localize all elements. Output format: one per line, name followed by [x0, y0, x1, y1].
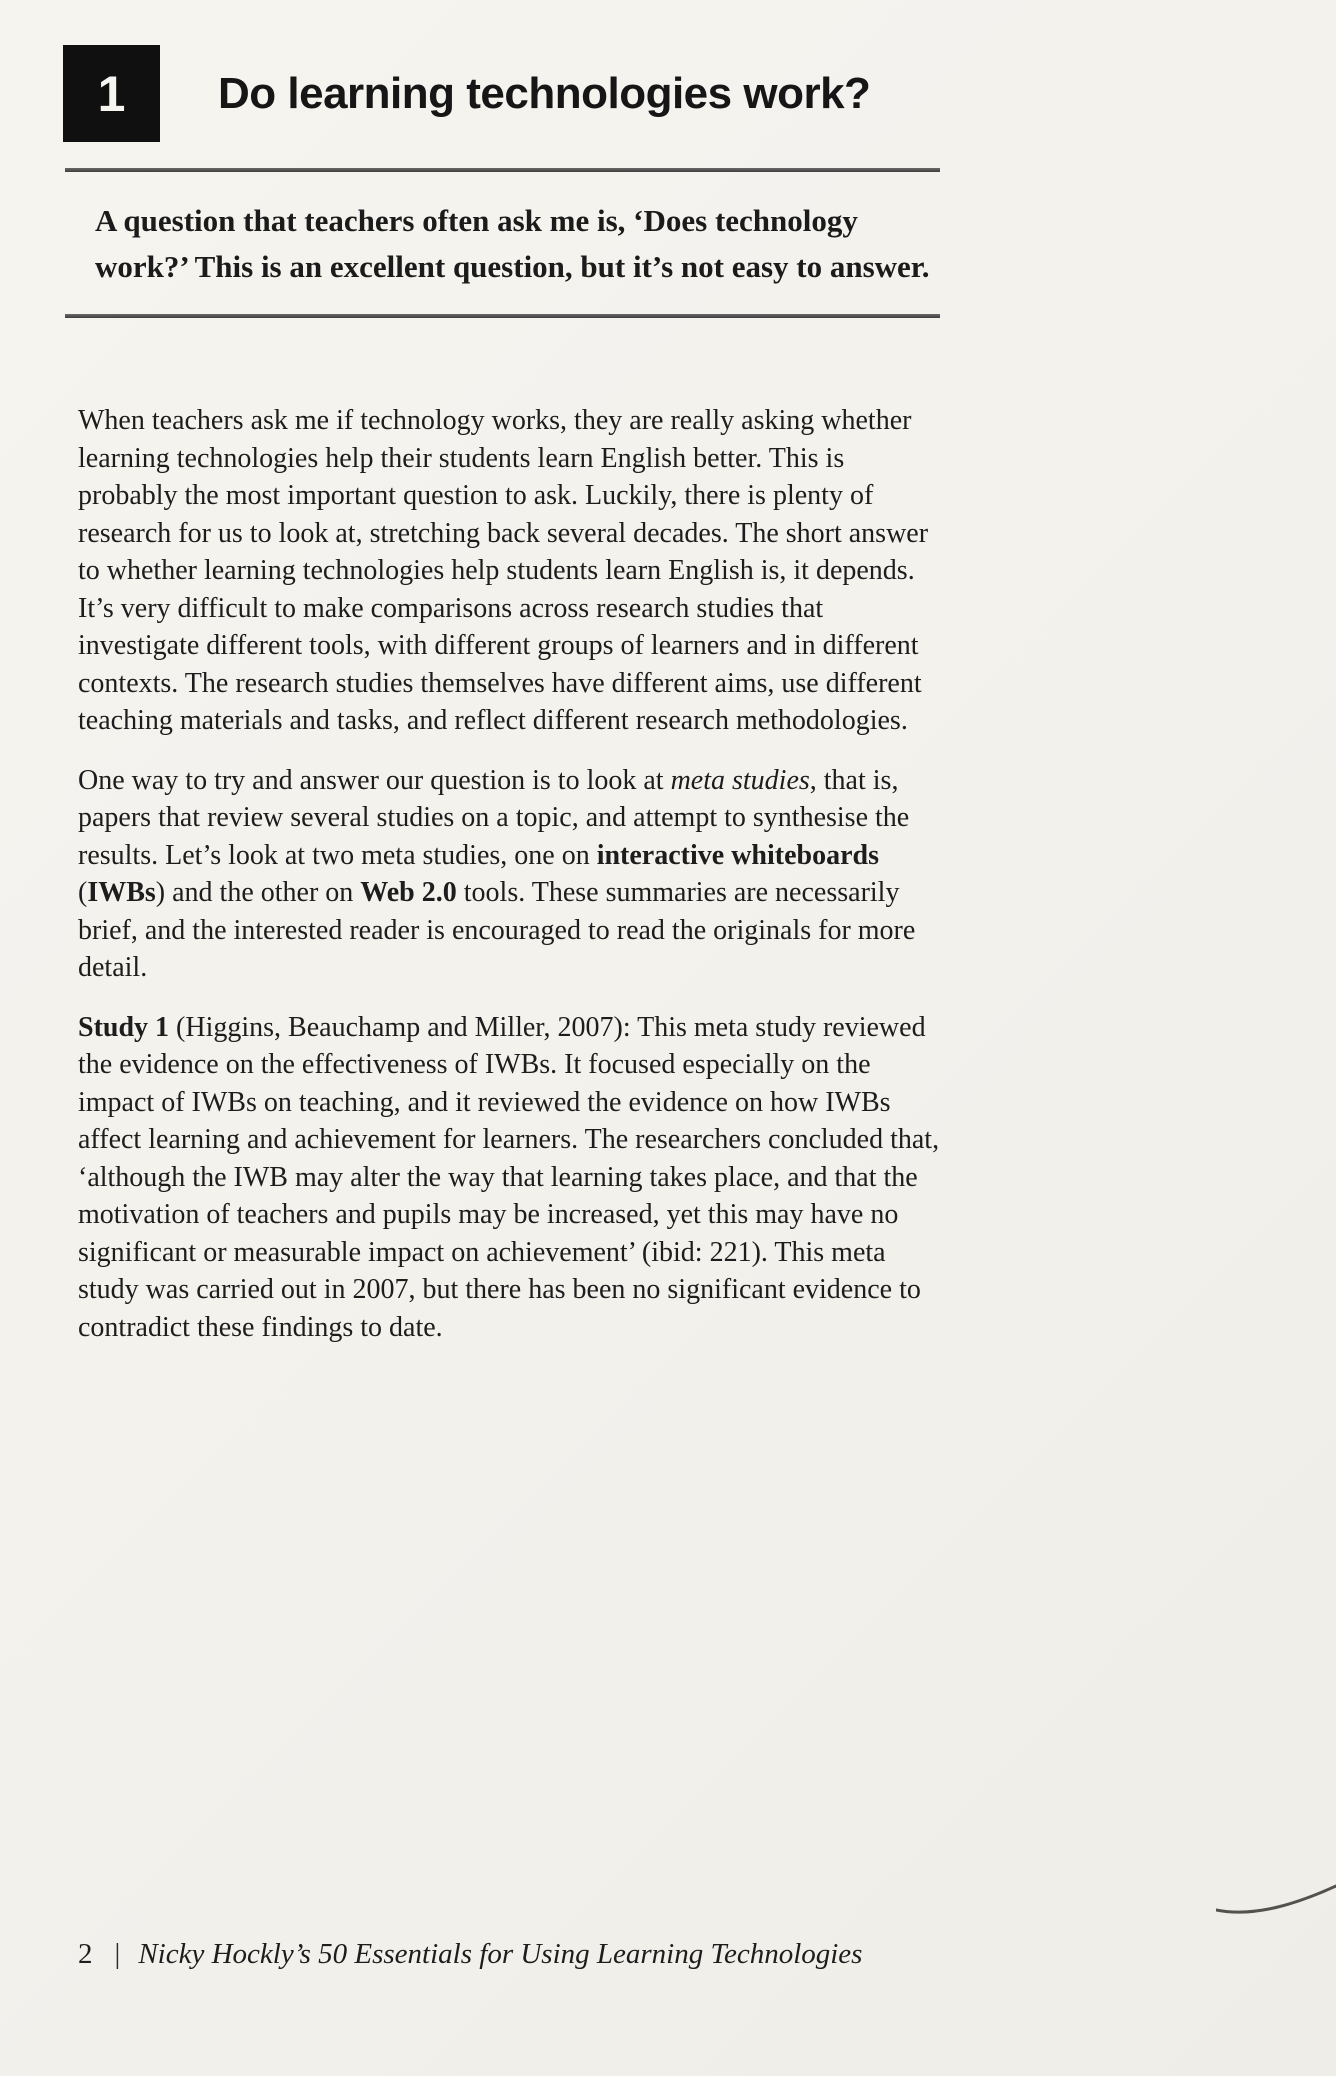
- page-footer: [78, 1938, 862, 1971]
- bold-term-interactive-whiteboards: interactive whiteboards: [596, 839, 879, 871]
- page-number: 2: [78, 1938, 93, 1970]
- bold-term-study-1: Study 1: [78, 1011, 170, 1043]
- text-run: tools. These summaries are necessarily brief, and the interested reader is encouraged to read the originals for more detail.: [78, 877, 916, 984]
- book-title: Nicky Hockly’s 50 Essentials for Using Learning Technologies: [138, 1938, 863, 1970]
- paragraph-1: When teachers ask me if technology works, they are really asking whether learning technologies help their students learn English better. This is probably the most important question to ask. Luckily, there is plenty of research for us to look at, stretching back several decades. The short answer to whether learning technologies help students learn English is, it depends. It’s very difficult to make comparisons across research studies that investigate different tools, with different groups of learners and in different contexts. The research studies themselves have different aims, use different teaching materials and tasks, and reflect different research methodologies.: [78, 405, 929, 737]
- body-text: [78, 402, 946, 1368]
- lead-quote-section: [65, 168, 940, 318]
- text-run: ) and the other on: [155, 877, 361, 909]
- chapter-number: 1: [97, 65, 126, 122]
- rule-bottom: [65, 314, 940, 318]
- quote-text: A question that teachers often ask me is, ‘Does technology work?’ This is an excellent question, but it’s not easy to answer.: [95, 203, 930, 284]
- text-run: , that is, papers that review several studies on a topic, and attempt to synthesise the results. Let’s look at two meta studies, one on: [78, 764, 910, 871]
- paragraph-3: [78, 1009, 946, 1347]
- italic-term-meta-studies: meta studies: [670, 764, 810, 796]
- bold-term-iwbs: IWBs: [87, 877, 156, 909]
- text-run: One way to try and answer our question is to look at: [78, 764, 671, 796]
- chapter-title: Do learning technologies work?: [218, 68, 871, 118]
- chapter-number-box: [63, 45, 160, 142]
- text-run: (Higgins, Beauchamp and Miller, 2007): This meta study reviewed the evidence on the effectiveness of IWBs. It focused especially on the impact of IWBs on teaching, and it reviewed the evidence on how IWBs affect learning and achievement for learners. The researchers concluded that, ‘although the IWB may alter the way that learning takes place, and that the motivation of teachers and pupils may be increased, yet this may have no significant or measurable impact on achievement’ (ibid: 221). This meta study was carried out in 2007, but there has been no significant evidence to contradict these findings to date.: [78, 1011, 940, 1343]
- footer-divider: |: [114, 1938, 121, 1970]
- bold-term-web-2-0: Web 2.0: [360, 877, 457, 909]
- paragraph-2: [78, 762, 946, 987]
- text-run: (: [78, 877, 88, 909]
- chapter-header: [63, 45, 1256, 142]
- page-curl-artifact: [1216, 1872, 1336, 1922]
